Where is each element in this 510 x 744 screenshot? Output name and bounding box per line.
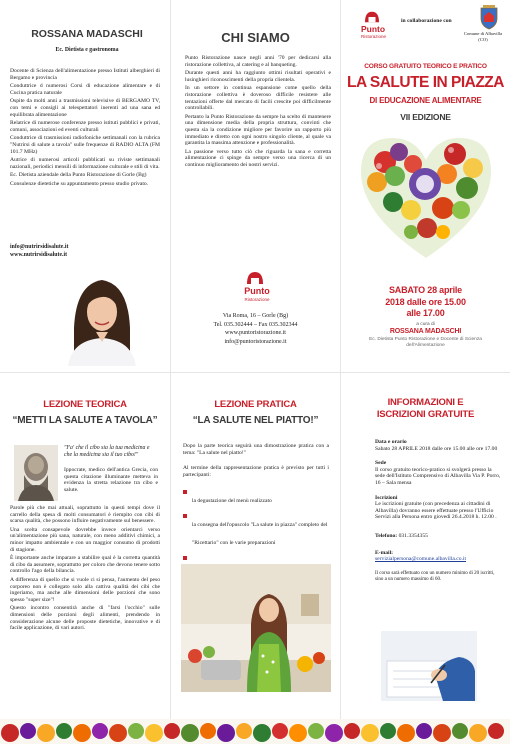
info-body: [375, 439, 501, 583]
info-heading-line: INFORMAZIONI E: [387, 397, 464, 408]
speaker-website[interactable]: www.nutrirsidisalute.it: [10, 252, 68, 258]
comune-province: (CO): [478, 37, 488, 42]
about-paragraph: La passione verso tutto ciò che riguarda la sana e corretta alimentazione ci spinge da sempre verso una ricerca di un continuo miglioramento dei nostri servizi.: [185, 148, 331, 168]
practice-heading: LEZIONE PRATICA: [214, 399, 297, 410]
panel-cover: [341, 0, 510, 372]
bio-paragraph: Conduttrice di trasmissioni radiofoniche settimanali con la rubrica "Nutrirsi di salute a tavola" sulle frequenze di RADIO ALTA (FM 101.7 MHz): [10, 135, 160, 155]
list-item: [183, 489, 329, 507]
practice-intro-2: Al termine della rappresentazione pratica è previsto per tutti i partecipanti:: [183, 465, 329, 478]
speaker-bio-list: [10, 68, 160, 188]
list-item-text: la consegna dell'opuscolo "La salute in piazza" completo del "Ricettario" con le varie preparazioni: [192, 522, 328, 546]
bio-paragraph: Conduttrice d numerosi Corsi di educazione alimentare e di Cucina pratica naturale: [10, 83, 160, 96]
punto-logo-text: Punto: [361, 24, 386, 34]
course-date: [341, 285, 510, 320]
list-item-text: la degustazione del menù realizzato: [192, 498, 272, 504]
phone-label: Telefono:: [375, 532, 398, 539]
punto-logo-sub: Ristorazione: [361, 34, 387, 39]
registration-label: Iscrizioni: [375, 494, 398, 501]
about-heading: CHI SIAMO: [221, 30, 290, 45]
panel-practical-lesson: [171, 373, 340, 719]
theory-heading: LEZIONE TEORICA: [43, 399, 127, 410]
fruit-border-image: [0, 719, 510, 744]
comune-name: Comune di Albavilla: [463, 31, 503, 36]
bio-paragraph: Relatrice di numerose conferenze presso istituti pubblici e privati, comuni, associazioni ed eventi culturali: [10, 120, 160, 133]
theory-paragraph: Una scelta consapevole dovrebbe invece orientarci verso un'alimentazione più sana, naturale, con meno additivi chimici, a minor impatto ambientale e con un maggior consumo di prodotti di stagione.: [10, 526, 160, 553]
panel-speaker-bio: [0, 0, 170, 372]
email-value[interactable]: servizialpersona@comune.albavilla.co.it: [375, 556, 467, 563]
hippocrates-quote: "Fa' che il cibo sia la tua medicina e che la medicina sia il tuo cibo!": [64, 445, 150, 458]
panel-about-us: [171, 0, 340, 372]
course-kicker: CORSO GRATUITO TEORICO E PRATICO: [364, 63, 487, 70]
theory-paragraph: Ippocrate, medico dell'antica Grecia, con questa citazione illuminante metteva in evidenza la stretta relazione tra cibo e salute.: [64, 467, 158, 493]
bio-paragraph: Ec. Dietista aziendale della Punto Ristorazione di Gorle (Bg): [10, 172, 147, 179]
phone-value[interactable]: 031.3354355: [398, 532, 428, 539]
about-paragraph: Durante questi anni ha raggiunto ottimi risultati operativi e lusinghieri riconoscimenti della propria clientela.: [185, 70, 331, 83]
course-note: Il corso sarà effettuato con un numero minimo di 20 iscritti, sino a un numero massimo di 60.: [375, 570, 495, 582]
practice-list: [183, 489, 329, 573]
speaker-portrait: [56, 266, 148, 366]
info-heading: [341, 397, 510, 421]
registration-value: Le iscrizioni gratuite (con precedenza ai cittadini di Albavilla) dovranno essere effettuate presso l'Ufficio Servizi alla Persona entro giovedì 26.4.2018 h. 12.00 .: [375, 501, 497, 521]
punto-logo-sub: Ristorazione: [244, 297, 270, 302]
punto-logo-mark-icon: [363, 10, 381, 24]
practice-intro: Dopo la parte teorica seguirà una dimostrazione pratica con a tema: "La salute nel piatto!": [183, 443, 329, 456]
theory-paragraph: Parole più che mai attuali, soprattutto in questi tempi dove il carrello della spesa di molti consumatori è riempito con cibi di scarsa qualità, che possono influire negativamente sul benessere.: [10, 505, 160, 525]
info-heading-line: ISCRIZIONI GRATUITE: [376, 409, 475, 420]
collab-text: in collaborazione con: [401, 18, 452, 24]
company-website[interactable]: www.puntoristorazione.it: [225, 330, 286, 336]
punto-logo: [237, 270, 277, 306]
venue-value: Il corso gratuito teorico-pratico si svolgerà presso la sede dell'Istituto Comprensivo di Albavilla Via P. Porro, 16 – Sala mensa: [375, 466, 501, 486]
theory-paragraph: È importante anche imparare a stabilire qual è la corretta quantità di cibo da assumere, soprattutto per coloro che devono tenere sotto controllo l'ago della bilancia.: [10, 555, 160, 575]
about-paragraph: In un settore in continua espansione come quello della ristorazione collettiva è doveroso difficile resistere alle tentazioni offerte dal mercato di facili crescite poi difficilmente controllabili.: [185, 85, 331, 112]
theory-title: “METTI LA SALUTE A TAVOLA”: [12, 415, 158, 426]
company-contacts: [171, 312, 340, 346]
company-phone: Tel. 035.302444 – Fax 035.302344: [213, 321, 298, 328]
theory-paragraph: A differenza di quello che si vuole ci si pensa, l'aumento del peso corporeo non è collegato solo alla cattiva qualità dei cibi che ingeriamo, ma anche alle dimensioni delle porzioni che sono spesso "super size"!: [10, 576, 160, 603]
bio-paragraph: Docente di Scienza dell'alimentazione presso Istituti alberghieri di Bergamo e provincia: [10, 68, 160, 81]
speaker-subtitle: Ec. Dietista e gastronoma: [55, 47, 119, 53]
about-paragraph: Pertanto la Punto Ristorazione da sempre ha scelto di mantenere una dimensione media della propria struttura, convinti che questa sia la condizione migliore per favorire un rapporto più immediato e diretto con ogni nostro singolo cliente, al quale va garantita la massima attenzione e professionalità.: [185, 113, 331, 147]
date-label: Data e orario: [375, 439, 407, 445]
speaker-email[interactable]: info@nutrirsidisalute.it: [10, 244, 69, 250]
course-date-line: 2018 dalle ore 15.00: [385, 296, 466, 307]
bio-paragraph: Ospite da molti anni a trasmissioni televisive di BERGAMO TV, con temi e consigli ai telespettatori inerenti ad una sana ed equilibrata alimentazione: [10, 98, 160, 118]
comune-crest-icon: [479, 4, 499, 30]
bullet-icon: [183, 490, 187, 494]
bullet-icon: [183, 514, 187, 518]
cover-punto-logo: [361, 10, 397, 44]
theory-paragraph: Questo incontro consentirà anche di "farsi l'occhio" sulle dimensioni delle porzioni degli alimenti, prendendo in considerazione alcune delle proposte dietetiche, innovative e di facile applicazione, di vari autori.: [10, 605, 160, 632]
course-title: LA SALUTE IN PIAZZA: [347, 74, 504, 91]
curator-name: ROSSANA MADASCHI: [389, 328, 462, 335]
course-date-line: SABATO 28 aprile: [389, 285, 462, 295]
date-value: Sabato 28 APRILE 2018 dalle ore 15.00 alle ore 17.00: [375, 445, 498, 452]
bio-paragraph: Autrice di numerosi articoli pubblicati su riviste settimanali nazionali, periodici mensili di informazione culturale e stili di vita.: [10, 157, 160, 170]
hippocrates-portrait: [14, 445, 58, 501]
course-subtitle: DI EDUCAZIONE ALIMENTARE: [369, 96, 482, 105]
course-date-line: alle 17.00: [406, 308, 445, 318]
curator-role: Ec. Dietista Punto Ristorazione e Docente di Scienza dell'Alimentazione: [369, 337, 482, 348]
punto-logo-text: Punto: [244, 286, 270, 296]
theory-body: [10, 505, 160, 632]
about-paragraph: Punto Ristorazione nasce negli anni '70 per dedicarsi alla ristorazione collettiva, al catering e al banqueting.: [185, 55, 331, 68]
speaker-name: ROSSANA MADASCHI: [31, 28, 143, 40]
company-email[interactable]: info@puntoristorazione.it: [224, 338, 287, 345]
email-label: E-mail:: [375, 549, 394, 556]
panel-info: [341, 373, 510, 719]
course-edition: VII EDIZIONE: [400, 112, 451, 122]
bio-paragraph: Consulenze dietetiche su appuntamento presso studio privato.: [10, 180, 149, 187]
writing-hand-photo: [381, 631, 477, 701]
venue-label: Sede: [375, 460, 387, 467]
company-address: Via Roma, 16 – Gorle (Bg): [222, 313, 289, 319]
phone-row: [375, 533, 501, 540]
punto-logo-mark-icon: [245, 270, 265, 286]
list-item: [183, 513, 329, 549]
about-text: [185, 55, 331, 169]
bullet-icon: [183, 556, 187, 560]
theory-body-top: [64, 467, 158, 493]
practice-title: “LA SALUTE NEL PIATTO!”: [192, 415, 319, 426]
panel-theory-lesson: [0, 373, 170, 719]
vegetables-heart-image: [355, 128, 497, 264]
cooking-woman-photo: [181, 564, 331, 692]
cura-label: a cura di: [416, 322, 435, 327]
